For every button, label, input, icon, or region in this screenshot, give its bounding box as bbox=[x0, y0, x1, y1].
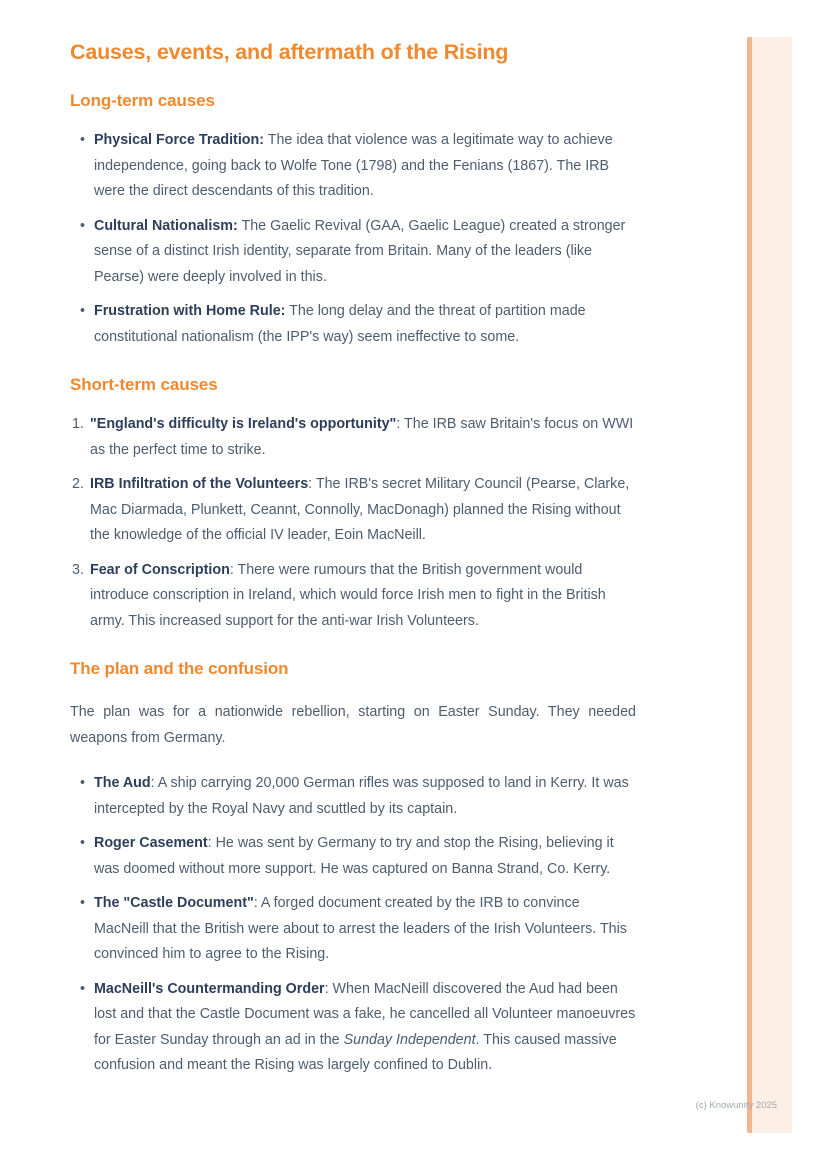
bullet-marker: • bbox=[80, 217, 86, 234]
text-segment-normal: : A ship carrying 20,000 German rifles was supposed to land in Kerry. It was intercepted by the Royal Navy and scuttled by its captain. bbox=[94, 775, 629, 817]
list-item bbox=[70, 977, 636, 1079]
list-number-marker: 1. bbox=[72, 416, 84, 432]
text-segment-normal: : The IRB saw Britain's focus on WWI as the perfect time to strike. bbox=[90, 416, 634, 458]
bullet-list bbox=[70, 771, 636, 1079]
text-segment-bold: MacNeill's Countermanding Order bbox=[94, 980, 325, 997]
bullet-marker: • bbox=[80, 895, 86, 911]
text-segment-normal: The Gaelic Revival (GAA, Gaelic League) created a stronger sense of a distinct Irish identity, separate from Britain. Many of the leaders (like Pearse) were deeply involved in this. bbox=[94, 217, 626, 285]
text-segment-normal: . This caused massive confusion and meant the Rising was largely confined to Dublin. bbox=[94, 1031, 617, 1073]
decorative-stripe bbox=[747, 37, 792, 1133]
text-segment-bold: The "Castle Document" bbox=[94, 895, 254, 911]
bullet-list bbox=[70, 128, 636, 350]
text-segment-bold: "England's difficulty is Ireland's opportunity" bbox=[90, 416, 397, 432]
list-item bbox=[70, 831, 636, 882]
section-heading: Long-term causes bbox=[70, 91, 215, 110]
section-intro-paragraph: The plan was for a nationwide rebellion, starting on Easter Sunday. They needed weapons from Germany. bbox=[70, 704, 636, 746]
bullet-marker: • bbox=[80, 835, 86, 851]
document-content bbox=[70, 0, 636, 1088]
bullet-marker: • bbox=[80, 132, 86, 148]
section-heading: The plan and the confusion bbox=[70, 659, 289, 678]
list-item bbox=[70, 214, 636, 291]
bullet-marker: • bbox=[80, 303, 86, 319]
text-segment-normal: The idea that violence was a legitimate way to achieve independence, going back to Wolfe Tone (1798) and the Fenians (1867). The IRB were the direct descendants of this tradition. bbox=[94, 132, 613, 199]
text-segment-normal: : There were rumours that the British government would introduce conscription in Ireland, which would force Irish men to fight in the British army. This increased support for the anti-war Irish Volunteers. bbox=[90, 561, 606, 629]
list-item bbox=[70, 128, 636, 205]
list-number-marker: 3. bbox=[72, 561, 84, 578]
list-item bbox=[70, 412, 636, 463]
text-segment-bold: Roger Casement bbox=[94, 835, 208, 851]
text-segment-bold: IRB Infiltration of the Volunteers bbox=[90, 476, 309, 492]
text-segment-bold: Physical Force Tradition: bbox=[94, 132, 265, 148]
section-long-term-causes bbox=[70, 90, 636, 350]
text-segment-normal: : The IRB's secret Military Council (Pearse, Clarke, Mac Diarmada, Plunkett, Ceannt, Connolly, MacDonagh) planned the Rising without the knowledge of the official IV leader, Eoin MacNeill. bbox=[90, 476, 630, 543]
bullet-marker: • bbox=[80, 775, 86, 791]
section-short-term-causes bbox=[70, 374, 636, 634]
text-segment-bold: Cultural Nationalism: bbox=[94, 217, 238, 234]
bullet-marker: • bbox=[80, 980, 86, 997]
text-segment-bold: The Aud bbox=[94, 775, 151, 791]
sections bbox=[70, 90, 636, 1079]
text-segment-bold: Frustration with Home Rule: bbox=[94, 303, 286, 319]
section-the-plan-and-the-confusion bbox=[70, 658, 636, 1079]
list-item bbox=[70, 299, 636, 350]
list-item bbox=[70, 771, 636, 822]
text-segment-bold: Fear of Conscription bbox=[90, 561, 230, 578]
section-heading: Short-term causes bbox=[70, 375, 218, 394]
text-segment-italic: Sunday Independent bbox=[343, 1031, 476, 1048]
list-number-marker: 2. bbox=[72, 476, 84, 492]
numbered-list bbox=[70, 412, 636, 634]
list-item bbox=[70, 472, 636, 549]
list-item bbox=[70, 891, 636, 968]
page-title: Causes, events, and aftermath of the Rising bbox=[70, 40, 509, 64]
text-segment-normal: : A forged document created by the IRB to convince MacNeill that the British were about to arrest the leaders of the Irish Volunteers. This convinced him to agree to the Rising. bbox=[94, 895, 627, 962]
text-segment-normal: : He was sent by Germany to try and stop the Rising, believing it was doomed without more support. He was captured on Banna Strand, Co. Kerry. bbox=[94, 835, 614, 877]
footer-copyright: (c) Knowunity 2025 bbox=[695, 1100, 777, 1111]
list-item bbox=[70, 558, 636, 635]
text-segment-normal: : When MacNeill discovered the Aud had been lost and that the Castle Document was a fake, he cancelled all Volunteer manoeuvres for Easter Sunday through an ad in the bbox=[94, 980, 636, 1048]
text-segment-normal: The long delay and the threat of partition made constitutional nationalism (the IPP's way) seem ineffective to some. bbox=[94, 303, 586, 345]
